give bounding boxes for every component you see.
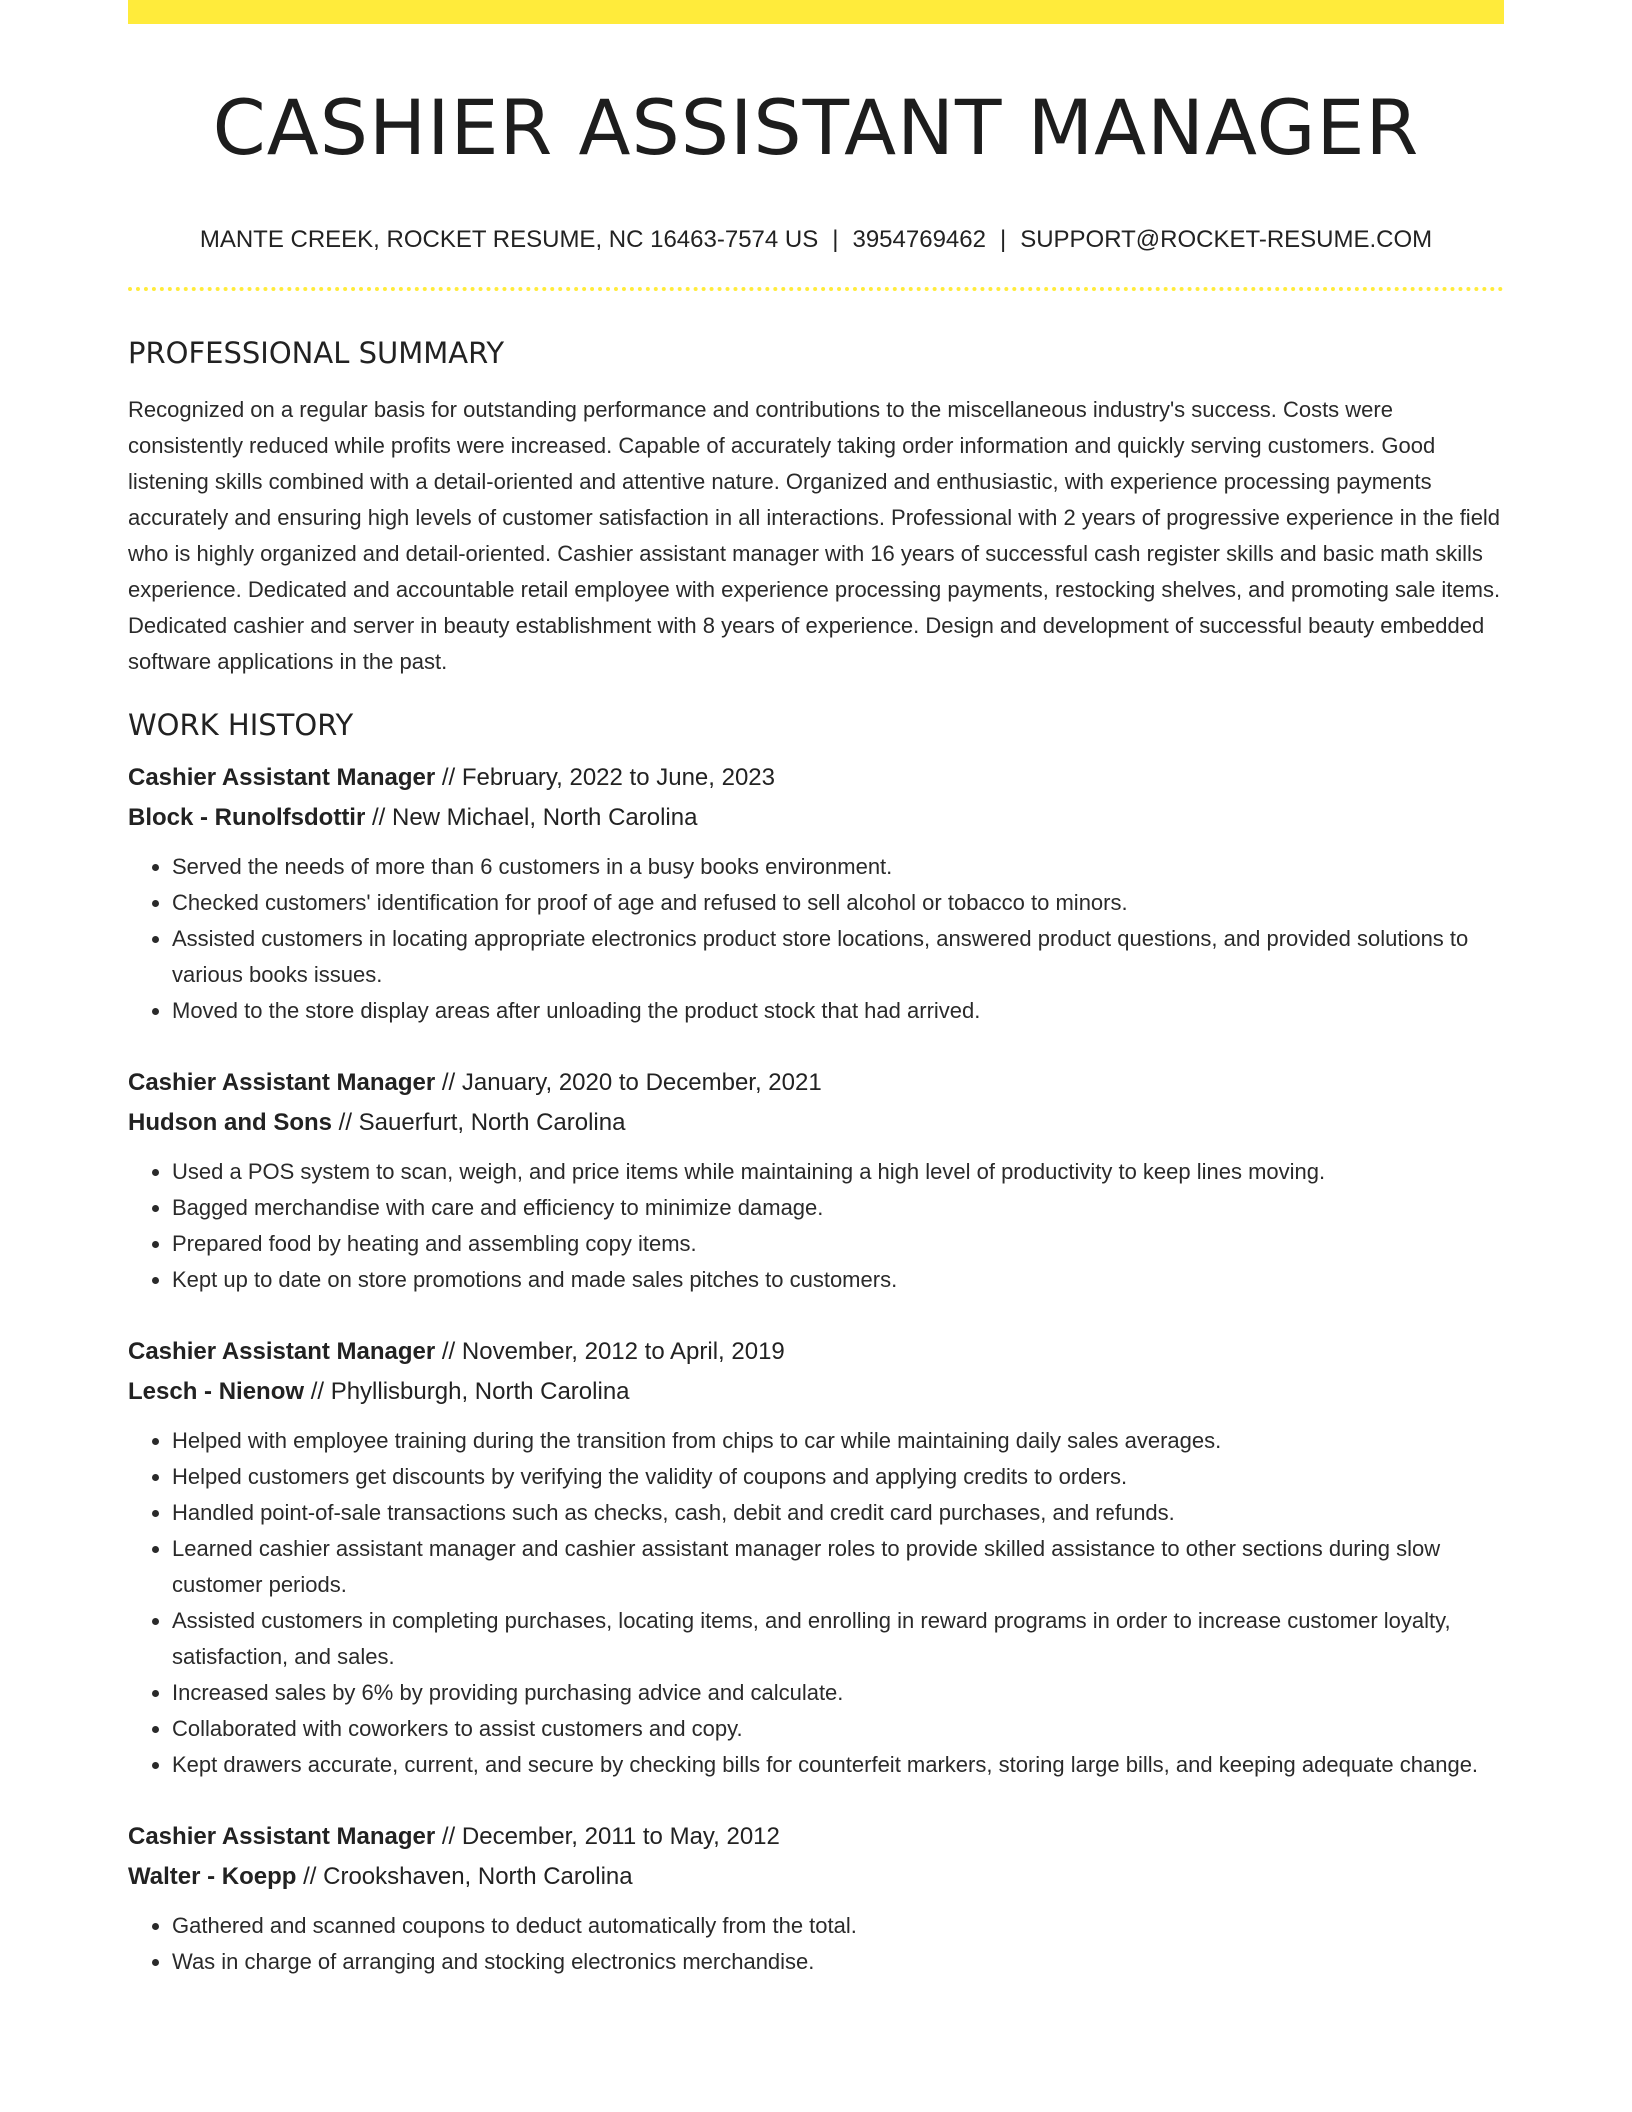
job-bullet: • Bagged merchandise with care and efficiency to minimize damage. [172, 1190, 1504, 1226]
contact-email: SUPPORT@ROCKET-RESUME.COM [1020, 225, 1433, 253]
job-company: Hudson and Sons [128, 1108, 332, 1136]
job-company-line [128, 1857, 1504, 1897]
job-dates: // December, 2011 to May, 2012 [435, 1822, 780, 1850]
job-bullet: • Used a POS system to scan, weigh, and price items while maintaining a high level of productivity to keep lines moving. [172, 1154, 1504, 1190]
summary-heading: PROFESSIONAL SUMMARY [128, 335, 505, 370]
job-role: Cashier Assistant Manager [128, 1337, 436, 1365]
job-company-line [128, 798, 1504, 838]
job-bullet: • Helped with employee training during the transition from chips to car while maintaining daily sales averages. [172, 1423, 1504, 1459]
job-company: Walter - Koepp [128, 1862, 297, 1890]
job-bullet: • Collaborated with coworkers to assist customers and copy. [172, 1711, 1504, 1747]
job-company: Lesch - Nienow [128, 1377, 305, 1405]
job-bullet: • Learned cashier assistant manager and cashier assistant manager roles to provide skilled assistance to other sections during slow customer periods. [172, 1531, 1504, 1603]
resume-title: CASHIER ASSISTANT MANAGER [212, 83, 1420, 172]
job-bullet-list [128, 1423, 1504, 1783]
job-role-line [128, 1063, 1504, 1103]
job-dates: // January, 2020 to December, 2021 [435, 1068, 822, 1096]
job-company-line [128, 1103, 1504, 1143]
accent-top-bar [128, 0, 1504, 24]
job-bullet: • Increased sales by 6% by providing purchasing advice and calculate. [172, 1675, 1504, 1711]
job-location: // Phyllisburgh, North Carolina [304, 1377, 630, 1405]
job-bullet: • Assisted customers in locating appropriate electronics product store locations, answered product questions, and provided solutions to various books issues. [172, 921, 1504, 993]
job-company-line [128, 1372, 1504, 1412]
job-role: Cashier Assistant Manager [128, 763, 436, 791]
contact-separator: | [999, 225, 1007, 253]
resume-page [128, 0, 1504, 1980]
job-entry [128, 758, 1504, 1029]
contact-phone: 3954769462 [852, 225, 986, 253]
job-bullet: • Gathered and scanned coupons to deduct automatically from the total. [172, 1908, 1504, 1944]
job-bullet: • Handled point-of-sale transactions such as checks, cash, debit and credit card purchases, and refunds. [172, 1495, 1504, 1531]
job-dates: // February, 2022 to June, 2023 [435, 763, 775, 791]
job-bullet-list [128, 849, 1504, 1029]
work-history-heading: WORK HISTORY [128, 707, 354, 742]
job-role: Cashier Assistant Manager [128, 1822, 436, 1850]
contact-address: MANTE CREEK, ROCKET RESUME, NC 16463-7574 US [199, 225, 819, 253]
job-bullet: • Kept up to date on store promotions and made sales pitches to customers. [172, 1262, 1504, 1298]
job-bullet: • Helped customers get discounts by verifying the validity of coupons and applying credits to orders. [172, 1459, 1504, 1495]
job-entry [128, 1332, 1504, 1783]
job-bullet: • Kept drawers accurate, current, and secure by checking bills for counterfeit markers, storing large bills, and keeping adequate change. [172, 1747, 1504, 1783]
job-bullet: • Was in charge of arranging and stocking electronics merchandise. [172, 1944, 1504, 1980]
job-bullet: • Assisted customers in completing purchases, locating items, and enrolling in reward programs in order to increase customer loyalty, satisfaction, and sales. [172, 1603, 1504, 1675]
job-role-line [128, 758, 1504, 798]
job-dates: // November, 2012 to April, 2019 [435, 1337, 785, 1365]
job-company: Block - Runolfsdottir [128, 803, 366, 831]
job-bullet-list [128, 1908, 1504, 1980]
job-role-line [128, 1332, 1504, 1372]
contact-separator: | [832, 225, 839, 253]
job-location: // Crookshaven, North Carolina [296, 1862, 633, 1890]
job-bullet: • Prepared food by heating and assembling copy items. [172, 1226, 1504, 1262]
contact-line [128, 226, 1504, 254]
job-role: Cashier Assistant Manager [128, 1068, 436, 1096]
job-bullet-list [128, 1154, 1504, 1298]
job-bullet: • Checked customers' identification for proof of age and refused to sell alcohol or tobacco to minors. [172, 885, 1504, 921]
dotted-divider [128, 287, 1504, 291]
job-bullet: • Moved to the store display areas after unloading the product stock that had arrived. [172, 993, 1504, 1029]
job-location: // New Michael, North Carolina [365, 803, 698, 831]
job-bullet: • Served the needs of more than 6 customers in a busy books environment. [172, 849, 1504, 885]
summary-text: Recognized on a regular basis for outstanding performance and contributions to the miscellaneous industry's success. Costs were consistently reduced while profits were increased. Capable of accurately taking order information and quickly serving customers. Good listening skills combined with a detail-oriented and attentive nature. Organized and enthusiastic, with experience processing payments accurately and ensuring high levels of customer satisfaction in all interactions. Professional with 2 years of progressive experience in the field who is highly organized and detail-oriented. Cashier assistant manager with 16 years of successful cash register skills and basic math skills experience. Dedicated and accountable retail employee with experience processing payments, restocking shelves, and promoting sale items. Dedicated cashier and server in beauty establishment with 8 years of experience. Design and development of successful beauty embedded software applications in the past. [128, 396, 1501, 674]
job-entry [128, 1817, 1504, 1980]
job-role-line [128, 1817, 1504, 1857]
job-entry [128, 1063, 1504, 1298]
job-location: // Sauerfurt, North Carolina [332, 1108, 626, 1136]
